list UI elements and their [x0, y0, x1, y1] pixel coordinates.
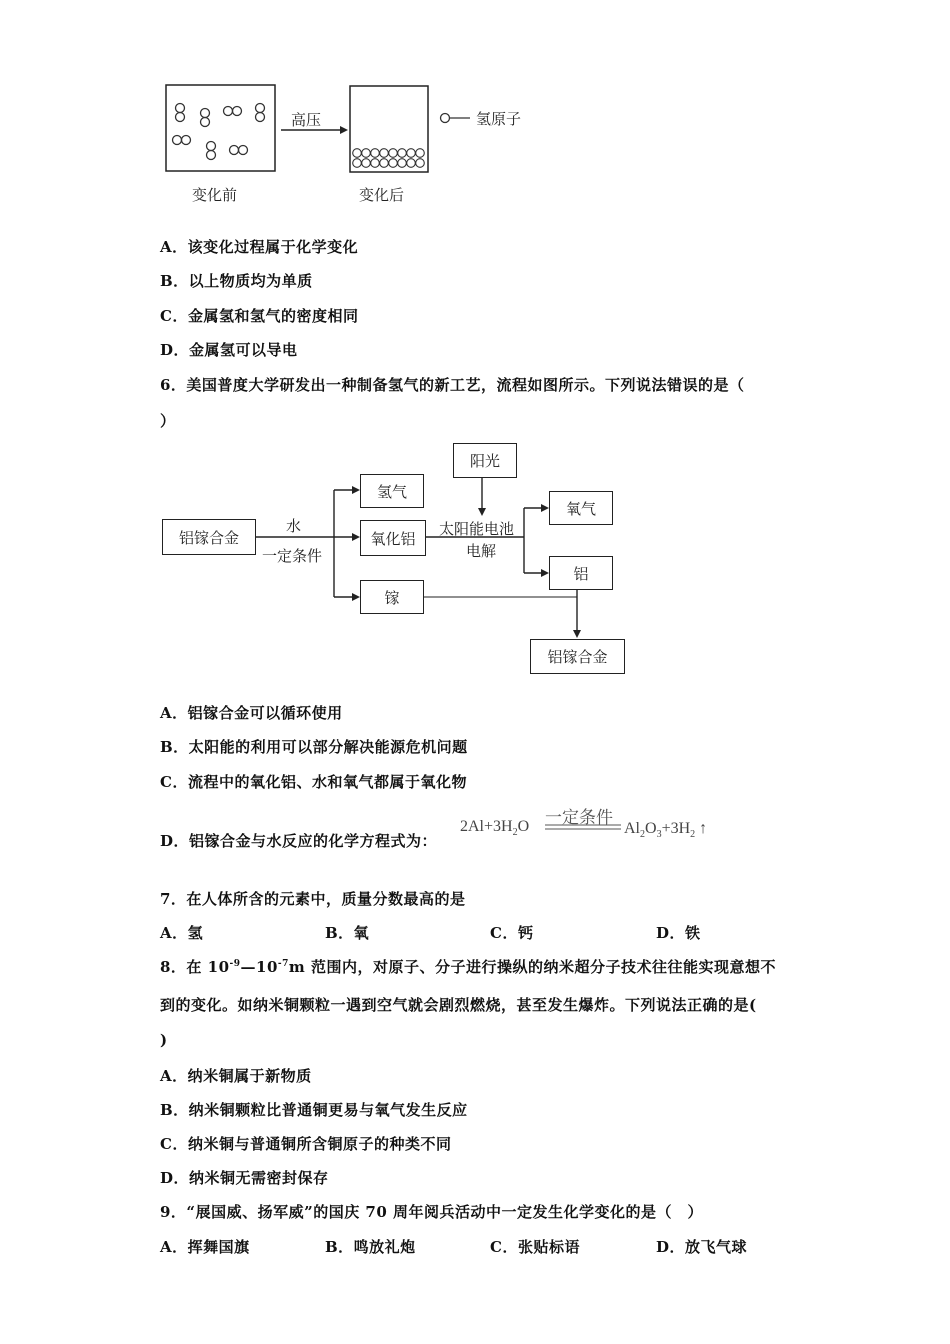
q6-option-d: D．铝镓合金与水反应的化学方程式为：	[160, 832, 438, 850]
equation-rhs	[624, 820, 707, 840]
flow-gallium-box: 镓	[360, 580, 424, 614]
q9-option-d: D．放飞气球	[656, 1238, 748, 1256]
q8-stem-post: m 范围内，对原子、分子进行操纵的纳米超分子技术往往能实现意想不	[288, 958, 777, 976]
eq-sub: 2	[690, 829, 696, 841]
flow-cond-water: 水	[286, 517, 302, 535]
q5-option-a: A．该变化过程属于化学变化	[160, 238, 359, 256]
equation-lhs	[460, 818, 529, 838]
eq-sub: 3	[656, 829, 662, 841]
q8-stem-line3: )	[160, 1031, 168, 1049]
eq-rhs-o: O	[645, 820, 657, 837]
q7-option-c: C．钙	[490, 924, 534, 942]
q7-option-a: A．氢	[160, 924, 204, 942]
q8-exp1: -9	[229, 959, 241, 969]
eq-sub: 2	[640, 829, 645, 841]
flow-cond-condition: 一定条件	[262, 547, 323, 565]
eq-rhs-al: Al	[624, 820, 640, 837]
q7-option-d: D．铁	[656, 924, 701, 942]
arrow-label: 高压	[291, 111, 322, 129]
q8-stem-pre: 8．在 10	[160, 958, 230, 976]
flow-alumina-box: 氧化铝	[360, 520, 426, 556]
q8-option-a: A．纳米铜属于新物质	[160, 1067, 312, 1085]
flow-product-alloy-box: 铝镓合金	[530, 639, 625, 674]
eq-lhs-o: O	[517, 818, 530, 835]
q6-option-c: C．流程中的氧化铝、水和氧气都属于氧化物	[160, 773, 467, 791]
flow-aluminum-box: 铝	[549, 556, 613, 590]
q5-option-b: B．以上物质均为单质	[160, 272, 313, 290]
q9-option-b: B．鸣放礼炮	[325, 1238, 416, 1256]
q8-option-d: D．纳米铜无需密封保存	[160, 1169, 329, 1187]
q8-option-c: C．纳米铜与普通铜所含铜原子的种类不同	[160, 1135, 452, 1153]
q8-option-b: B．纳米铜颗粒比普通铜更易与氧气发生反应	[160, 1101, 468, 1119]
equation-condition: 一定条件	[545, 808, 613, 828]
before-label: 变化前	[192, 186, 238, 204]
q6-option-b: B．太阳能的利用可以部分解决能源危机问题	[160, 738, 468, 756]
flow-electrolysis: 电解	[466, 542, 497, 560]
q5-option-c: C．金属氢和氢气的密度相同	[160, 307, 359, 325]
eq-lhs-text: 2Al+3H	[460, 818, 513, 835]
q8-stem-line1	[160, 956, 776, 977]
flow-source-alloy-box: 铝镓合金	[162, 519, 256, 555]
flow-hydrogen-box: 氢气	[360, 474, 424, 508]
q8-dash: —10	[240, 958, 278, 976]
q6-stem: 6．美国普度大学研发出一种制备氢气的新工艺，流程如图所示。下列说法错误的是（	[160, 376, 745, 394]
q5-option-d: D．金属氢可以导电	[160, 341, 298, 359]
flow-sunlight-box: 阳光	[453, 443, 517, 478]
eq-sub: 2	[512, 827, 518, 839]
q7-stem: 7．在人体所含的元素中，质量分数最高的是	[160, 890, 466, 908]
eq-rhs-h: +3H	[661, 820, 691, 837]
flow-oxygen-box: 氧气	[549, 491, 613, 525]
flow-solar-cell: 太阳能电池	[439, 520, 515, 538]
eq-up-arrow: ↑	[699, 820, 708, 837]
after-label: 变化后	[359, 186, 405, 204]
q9-stem: 9．“展国威、扬军威”的国庆 70 周年阅兵活动中一定发生化学变化的是（ ）	[160, 1203, 704, 1221]
q8-exp2: -7	[277, 959, 289, 969]
q6-stem-close: ）	[160, 412, 176, 430]
q8-stem-line2: 到的变化。如纳米铜颗粒一遇到空气就会剧烈燃烧，甚至发生爆炸。下列说法正确的是(	[160, 996, 757, 1014]
q9-option-a: A．挥舞国旗	[160, 1238, 250, 1256]
q9-option-c: C．张贴标语	[490, 1238, 580, 1256]
q7-option-b: B．氧	[325, 924, 370, 942]
q6-option-a: A．铝镓合金可以循环使用	[160, 704, 343, 722]
legend-label: 氢原子	[476, 110, 522, 128]
